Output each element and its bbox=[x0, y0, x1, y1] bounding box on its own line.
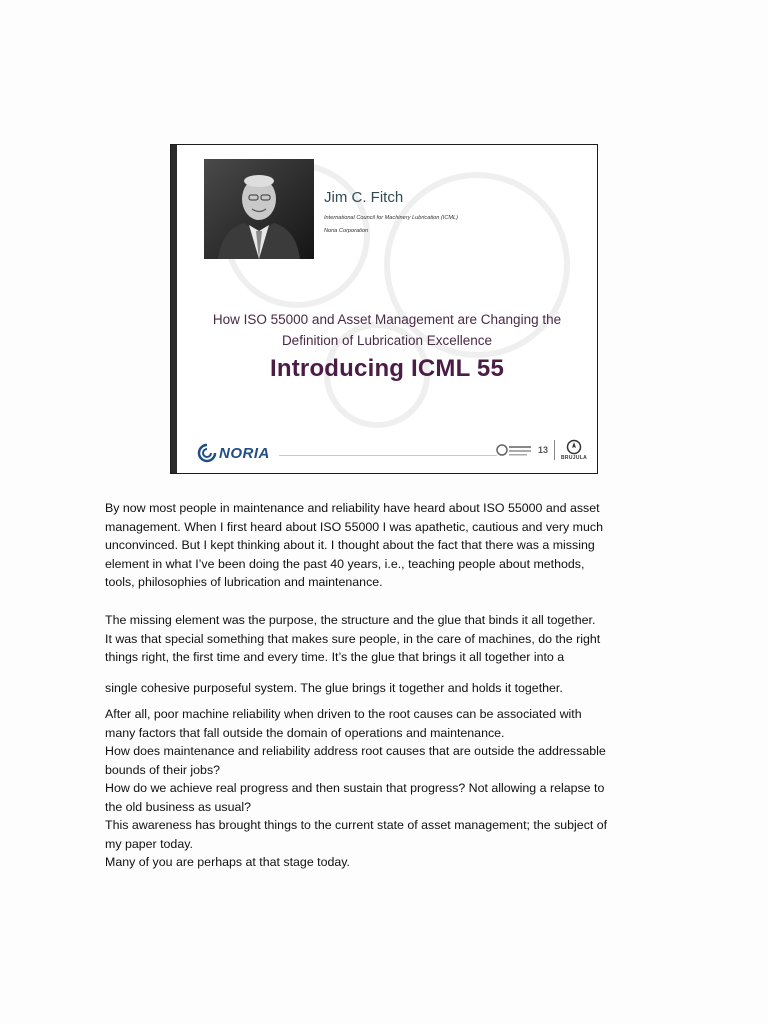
slide-image bbox=[170, 144, 598, 474]
text-line: How does maintenance and reliability address root causes that are outside the addressable bbox=[105, 744, 606, 758]
text-line: By now most people in maintenance and reliability have heard about ISO 55000 and asset bbox=[105, 501, 600, 515]
speaker-name: Jim C. Fitch bbox=[324, 189, 404, 206]
text-line: bounds of their jobs? bbox=[105, 762, 221, 777]
conference-number-badge: 13 bbox=[537, 445, 548, 455]
partner-logos bbox=[496, 439, 587, 461]
slide-title: Introducing ICML 55 bbox=[269, 355, 505, 382]
speaker-photo bbox=[204, 159, 314, 259]
noria-logo-text: NORIA bbox=[219, 444, 270, 462]
compass-icon bbox=[566, 439, 582, 455]
subtitle-line: How ISO 55000 and Asset Management are Changing the bbox=[212, 312, 562, 327]
text-line: single cohesive purposeful system. The glue brings it together and holds it together. bbox=[105, 681, 563, 695]
paragraph-root-causes bbox=[105, 705, 675, 872]
text-line: many factors that fall outside the domain of operations and maintenance. bbox=[105, 725, 505, 740]
text-line: This awareness has brought things to the current state of asset management; the subject of bbox=[105, 818, 608, 832]
text-line: things right, the first time and every time. It’s the glue that brings it all together into a bbox=[105, 650, 565, 664]
footer-divider bbox=[279, 455, 497, 456]
portrait-icon bbox=[204, 159, 314, 259]
noria-logo bbox=[197, 443, 270, 463]
brujula-logo-text: BRUJULA bbox=[561, 455, 587, 461]
logo-separator bbox=[554, 440, 555, 460]
text-line: tools, philosophies of lubrication and maintenance. bbox=[105, 575, 383, 589]
text-line: The missing element was the purpose, the structure and the glue that binds it all together. bbox=[105, 613, 596, 627]
affiliation-noria: Noria Corporation bbox=[324, 228, 369, 234]
affiliation-icml: International Council for Machinery Lubrication (ICML) bbox=[324, 215, 458, 221]
noria-swirl-icon bbox=[197, 443, 217, 463]
conference-logo-icon bbox=[496, 443, 532, 457]
paragraph-intro bbox=[105, 499, 675, 592]
subtitle-line: Definition of Lubrication Excellence bbox=[281, 333, 493, 348]
paragraph-missing-element bbox=[105, 611, 675, 667]
text-line: It was that special something that makes sure people, in the care of machines, do the right bbox=[105, 631, 601, 646]
text-line: element in what I’ve been doing the past 40 years, i.e., teaching people about methods, bbox=[105, 556, 585, 571]
brujula-logo bbox=[561, 439, 587, 461]
text-line: Many of you are perhaps at that stage today. bbox=[105, 855, 350, 869]
text-line: After all, poor machine reliability when driven to the root causes can be associated with bbox=[105, 707, 582, 721]
slide-subtitle bbox=[177, 309, 597, 351]
text-line: management. When I first heard about ISO 55000 I was apathetic, cautious and very much bbox=[105, 519, 603, 534]
text-line: How do we achieve real progress and then sustain that progress? Not allowing a relapse to bbox=[105, 781, 605, 795]
text-line: unconvinced. But I kept thinking about it. I thought about the fact that there was a missing bbox=[105, 538, 595, 552]
text-line: the old business as usual? bbox=[105, 799, 252, 814]
paragraph-cohesive-system bbox=[105, 679, 675, 698]
text-line: my paper today. bbox=[105, 836, 193, 851]
